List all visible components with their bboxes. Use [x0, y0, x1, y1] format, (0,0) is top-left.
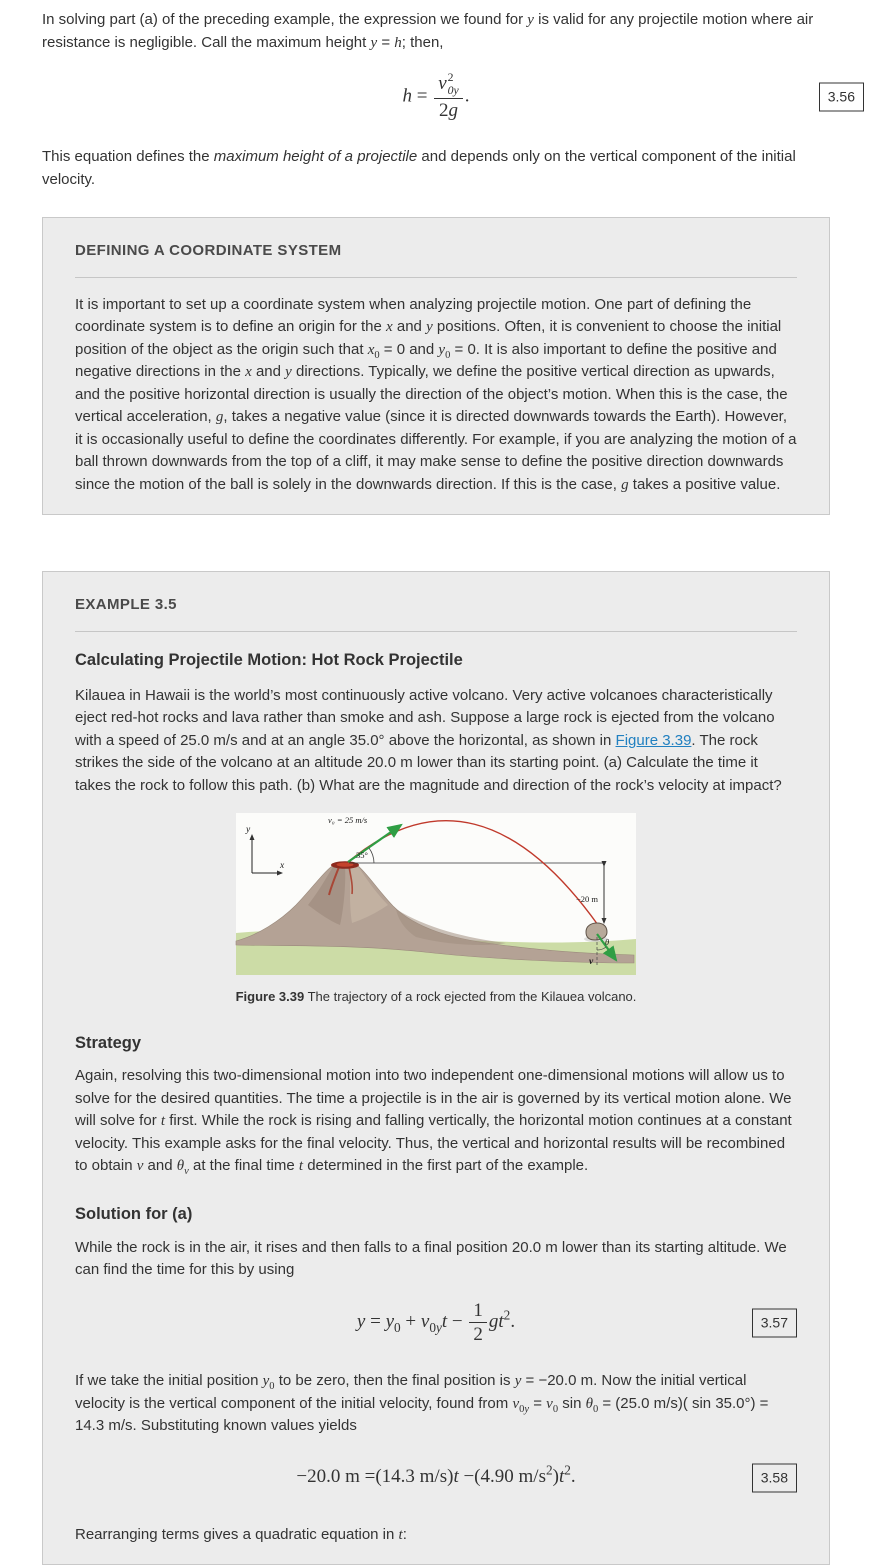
example-title: Calculating Projectile Motion: Hot Rock Projectile — [75, 650, 463, 669]
math-var: t — [160, 1113, 166, 1130]
fraction-denominator: 2g — [438, 100, 458, 122]
math-var: t — [398, 1526, 403, 1543]
math-var: g — [621, 476, 629, 493]
intro-paragraph-1: In solving part (a) of the preceding example, the expression we found for y is valid for any projectile motion where air resistance is negligible. Call the maximum height y = h; then, — [42, 11, 814, 51]
solution-paragraph-3: Rearranging terms gives a quadratic equation in t: — [75, 1525, 407, 1543]
subscript: 0y — [447, 83, 459, 97]
math-var: g — [448, 100, 458, 122]
divider — [75, 277, 797, 278]
math-var: v — [438, 73, 447, 95]
math-var: x — [245, 364, 252, 381]
equation-lhs: $y = y_0 + v_{0y}t$ − — [356, 1311, 468, 1336]
figure-label-x-axis: x — [280, 861, 285, 872]
math-var: t — [298, 1158, 304, 1175]
figure-rock — [586, 923, 607, 940]
equation-3-57-body — [357, 1300, 515, 1347]
math-var: y — [426, 319, 433, 336]
equation-3-56-body — [402, 72, 469, 122]
math-var: x — [367, 341, 375, 358]
superscript: 2 — [447, 71, 454, 84]
math-var: y — [514, 1373, 522, 1390]
figure-3-39 — [75, 813, 797, 975]
figure-label-launch-angle: 35° — [356, 850, 368, 861]
equation-3-58 — [75, 1456, 797, 1500]
math-var: t — [558, 1466, 565, 1488]
example-heading: EXAMPLE 3.5 — [75, 596, 177, 614]
equation-suffix: . — [464, 85, 470, 107]
figure-label-drop-height: −20 m — [575, 894, 598, 905]
math-var: θ — [176, 1158, 185, 1175]
math-var: y — [285, 364, 292, 381]
figure-caption: Figure 3.39 The trajectory of a rock ejected from the Kilauea volcano. — [235, 989, 637, 1005]
equation-3-58-body: −20.0 m =(14.3 m/s)t −(4.90 $m/s^2)t^2$. — [296, 1463, 576, 1488]
math-var: x — [386, 319, 393, 336]
math-var: y — [262, 1373, 270, 1390]
note-box-heading: DEFINING A COORDINATE SYSTEM — [75, 242, 342, 260]
math-var: y — [527, 12, 534, 28]
note-box-body: It is important to set up a coordinate system when analyzing projectile motion. One part of defining the coordinate system is to define an origin for the x and y positions. Often, it is convenient to choose the initial position of the object as the origin such that $x_0 = 0$ and $y_0 = 0$. It is also important to define the positive and negative directions in the x and y directions. Typically, we define the positive vertical direction as upwards, and the positive horizontal direction is usually the direction of the object’s motion. When this is the case, the vertical acceleration, g, takes a negative value (since it is directed downwards towards the Earth). However, it is occasionally useful to define the coordinates differently. For example, if you are analyzing the motion of a ball thrown downwards from the top of a cliff, it may make sense to define the positive direction downwards since the motion of the ball is solely in the downwards direction. If this is the case, g takes a positive value. — [75, 295, 797, 493]
fraction-numerator — [434, 72, 463, 99]
math-var: t — [441, 1311, 448, 1333]
note-box-defining-coordinate-system — [42, 217, 830, 515]
strategy-heading: Strategy — [75, 1033, 142, 1052]
math-var: v — [184, 1166, 189, 1178]
figure-label-impact-velocity: v — [589, 957, 594, 968]
divider — [75, 631, 797, 632]
math-var: y — [370, 34, 378, 51]
solution-paragraph-1: While the rock is in the air, it rises and then falls to a final position 20.0 m lower than its starting altitude. We can find the time for this by using — [75, 1238, 787, 1279]
example-intro-paragraph: Kilauea in Hawaii is the world’s most continuously active volcano. Very active volcanoes characteristically eject red-hot rocks and lava rather than smoke and ash. Suppose a large rock is ejected from the volcano with a speed of 25.0 m/s and at an angle 35.0° above the horizontal, as shown in Figure 3.39. The rock strikes the side of the volcano at an altitude 20.0 m lower than its starting point. (a) Calculate the time it takes the rock to follow this path. (b) What are the magnitude and direction of the rock’s velocity at impact? — [75, 686, 782, 794]
example-box-3-5 — [42, 571, 830, 1565]
intro-paragraph-2: This equation defines the maximum height of a projectile and depends only on the vertical component of the initial velocity. — [42, 148, 796, 188]
math-var: v — [546, 1395, 553, 1412]
math-var: g — [215, 409, 224, 426]
math-var: θ — [585, 1395, 593, 1412]
math-var: gt — [488, 1311, 504, 1333]
fraction-numerator: 1 — [469, 1300, 487, 1324]
figure-label-y-axis: y — [246, 825, 251, 836]
figure-label-initial-velocity: v₀ = 25 m/s — [328, 815, 368, 826]
math-var: y — [438, 341, 446, 358]
fraction — [434, 72, 463, 122]
equation-3-56 — [42, 71, 855, 122]
equation-3-57 — [75, 1300, 797, 1347]
math-var: v — [420, 1311, 430, 1333]
solution-paragraph-2: If we take the initial position $y_0$ to be zero, then the final position is y = −20.0 m. Now the initial vertical velocity is the vertical component of the initial velocity, found from $v_{0y} = v_0$ $\sin \theta_0 = (25.0$ m/s)( sin 35.0°) = 14.3 m/s. Substituting known values yields — [75, 1372, 769, 1435]
figure-link[interactable]: Figure 3.39 — [615, 731, 692, 749]
figure-3-39-illustration — [236, 813, 636, 975]
script-stack — [448, 72, 459, 97]
equation-lhs: h = — [402, 85, 433, 107]
math-var: h — [394, 34, 402, 51]
math-var: y — [356, 1311, 366, 1333]
math-var: y — [435, 1320, 442, 1336]
math-var: y — [385, 1311, 395, 1333]
math-var: h — [402, 85, 412, 107]
math-var: t — [453, 1466, 459, 1488]
solution-a-heading: Solution for (a) — [75, 1204, 193, 1223]
equation-number-badge: 3.57 — [752, 1308, 797, 1337]
fraction-denominator: 2 — [473, 1324, 483, 1346]
math-var: v — [512, 1395, 520, 1412]
equation-number-badge: 3.58 — [752, 1463, 797, 1492]
equation-rhs: $gt^2$. — [488, 1307, 516, 1333]
spacer — [42, 515, 830, 545]
fraction — [469, 1300, 487, 1347]
strategy-paragraph: Again, resolving this two-dimensional motion into two independent one-dimensional motions will allow us to solve for the desired quantities. The time a projectile is in the air is governed by its vertical motion alone. We will solve for t first. While the rock is rising and falling vertically, the horizontal motion continues at a constant velocity. This example asks for the final velocity. Thus, the vertical and horizontal results will be recombined to obtain v and $\theta_v$ at the final time t determined in the first part of the example. — [75, 1067, 792, 1178]
math-var: v — [136, 1158, 144, 1175]
figure-label-impact-angle: θ — [605, 937, 610, 948]
equation-number-badge: 3.56 — [819, 83, 864, 112]
math-var: y — [524, 1403, 530, 1415]
